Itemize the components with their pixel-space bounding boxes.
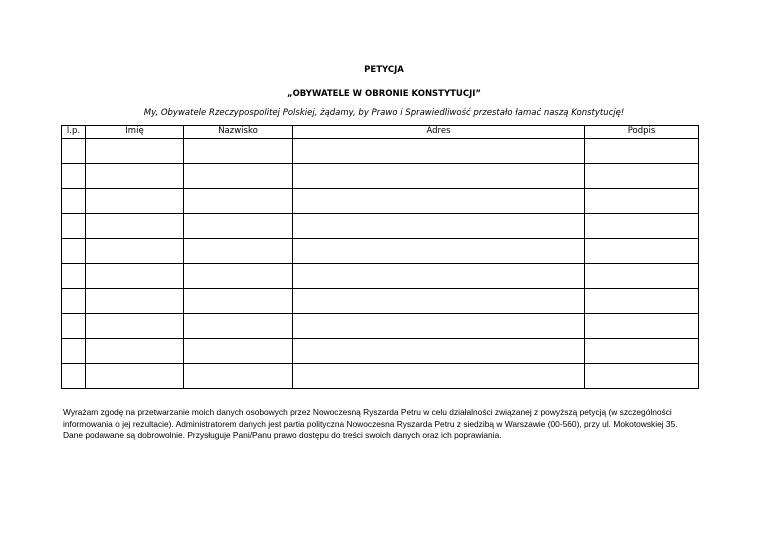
cell-address [293, 164, 585, 189]
cell-lp [62, 214, 86, 239]
consent-line: informowania o jej rezultacie). Administratorem danych jest partia polityczna Nowoczesna Ryszarda Petru z siedzibą w Warszawie (00-560), przy ul. Mokotowskiej 35. [63, 418, 678, 429]
petition-title: PETYCJA [364, 65, 404, 75]
petition-subtitle: „OBYWATELE W OBRONIE KONSTYTUCJI” [286, 89, 481, 99]
cell-first-name [86, 214, 184, 239]
petition-intro: My, Obywatele Rzeczypospolitej Polskiej, żądamy, by Prawo i Sprawiedliwość przestało łamać naszą Konstytucję! [143, 108, 625, 118]
cell-signature [585, 189, 699, 214]
cell-address [293, 264, 585, 289]
cell-lp [62, 164, 86, 189]
consent-line: Wyrażam zgodę na przetwarzanie moich danych osobowych przez Nowoczesną Ryszarda Petru w celu działalności związanej z powyższą petycją (w szczególności [63, 407, 672, 417]
cell-address [293, 189, 585, 214]
table-row [62, 339, 699, 364]
cell-address [293, 214, 585, 239]
cell-lp [62, 189, 86, 214]
table-row [62, 264, 699, 289]
table-header-row [62, 126, 699, 139]
cell-signature [585, 314, 699, 339]
table-row [62, 214, 699, 239]
consent-line: Dane podawane są dobrowolnie. Przysługuje Pani/Panu prawo dostępu do treści swoich danych oraz ich poprawiania. [63, 430, 502, 440]
cell-first-name [86, 139, 184, 164]
cell-last-name [184, 289, 293, 314]
cell-last-name [184, 364, 293, 389]
cell-last-name [184, 164, 293, 189]
table-row [62, 239, 699, 264]
cell-signature [585, 164, 699, 189]
cell-first-name [86, 239, 184, 264]
cell-signature [585, 264, 699, 289]
cell-first-name [86, 189, 184, 214]
table-row [62, 139, 699, 164]
cell-signature [585, 364, 699, 389]
cell-last-name [184, 314, 293, 339]
cell-first-name [86, 264, 184, 289]
table-row [62, 289, 699, 314]
cell-address [293, 139, 585, 164]
cell-lp [62, 139, 86, 164]
consent-notice [63, 407, 713, 442]
cell-lp [62, 339, 86, 364]
cell-address [293, 314, 585, 339]
cell-signature [585, 289, 699, 314]
table-row [62, 314, 699, 339]
cell-signature [585, 214, 699, 239]
cell-address [293, 239, 585, 264]
cell-address [293, 339, 585, 364]
header-first-name: Imię [86, 126, 184, 139]
cell-signature [585, 339, 699, 364]
cell-signature [585, 139, 699, 164]
table-row [62, 164, 699, 189]
table-row [62, 189, 699, 214]
cell-first-name [86, 289, 184, 314]
cell-last-name [184, 189, 293, 214]
cell-signature [585, 239, 699, 264]
signature-table [61, 125, 699, 389]
cell-lp [62, 239, 86, 264]
cell-first-name [86, 314, 184, 339]
cell-last-name [184, 339, 293, 364]
cell-address [293, 289, 585, 314]
header-signature: Podpis [585, 126, 699, 139]
cell-first-name [86, 364, 184, 389]
cell-first-name [86, 339, 184, 364]
cell-address [293, 364, 585, 389]
cell-last-name [184, 214, 293, 239]
cell-last-name [184, 139, 293, 164]
cell-lp [62, 264, 86, 289]
header-address: Adres [293, 126, 585, 139]
table-body [62, 139, 699, 389]
cell-lp [62, 314, 86, 339]
header-lp: l.p. [62, 126, 86, 139]
header-last-name: Nazwisko [184, 126, 293, 139]
cell-lp [62, 364, 86, 389]
cell-last-name [184, 239, 293, 264]
table-row [62, 364, 699, 389]
cell-first-name [86, 164, 184, 189]
cell-lp [62, 289, 86, 314]
cell-last-name [184, 264, 293, 289]
